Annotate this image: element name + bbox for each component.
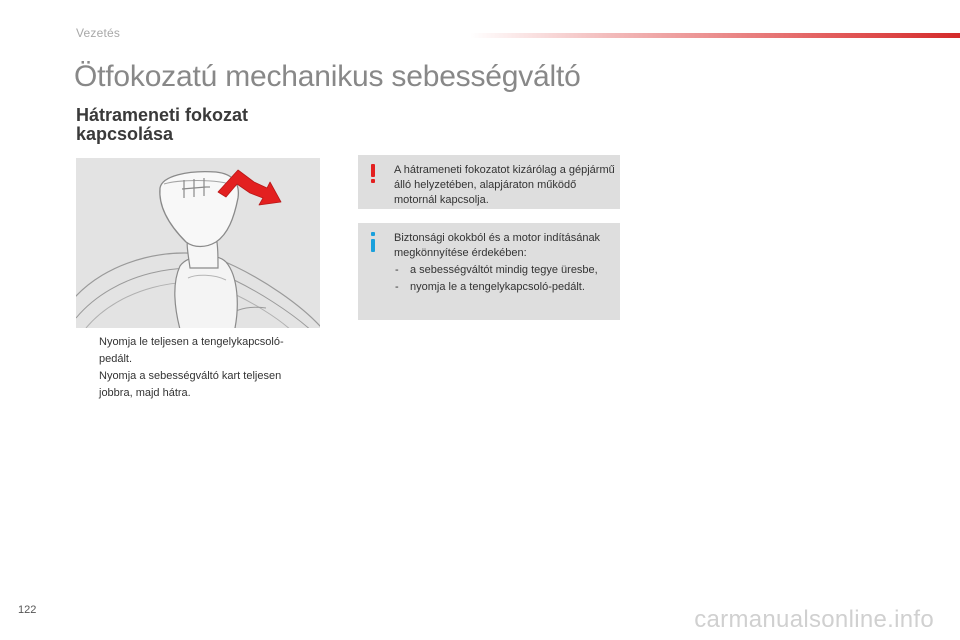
page-title: Ötfokozatú mechanikus sebességváltó: [74, 60, 581, 93]
step-item: [76, 334, 316, 368]
step-text: Nyomja le teljesen a tengelykapcsoló-pedált.: [99, 336, 284, 365]
step-item: [76, 368, 316, 402]
warning-exclamation-icon: [366, 163, 380, 185]
info-note: [358, 223, 620, 320]
step-text: Nyomja a sebességváltó kart teljesen jobbra, majd hátra.: [99, 370, 282, 399]
section-subtitle: Hátrameneti fokozat kapcsolása: [76, 105, 249, 144]
instruction-steps: [76, 334, 316, 402]
dash-bullet: -: [395, 281, 399, 293]
info-list-item: [394, 280, 616, 295]
info-intro: Biztonsági okokból és a motor indításának megkönnyítése érdekében:: [394, 232, 601, 259]
info-list-item: [394, 263, 616, 278]
info-icon: [366, 231, 380, 253]
header-accent-bar: [470, 33, 960, 38]
gear-lever-illustration: [76, 158, 320, 328]
dash-bullet: -: [395, 264, 399, 276]
info-item-text: a sebességváltót mindig tegye üresbe,: [410, 264, 598, 276]
info-list: [394, 263, 616, 295]
info-item-text: nyomja le a tengelykapcsoló-pedált.: [410, 281, 585, 293]
page-number: 122: [18, 604, 37, 616]
section-label: Vezetés: [76, 26, 121, 40]
warning-text: A hátrameneti fokozatot kizárólag a gépjármű álló helyzetében, alapjáraton működő motornál kapcsolja.: [394, 164, 615, 206]
gear-lever-reverse-icon: [76, 158, 320, 328]
watermark: carmanualsonline.info: [694, 606, 934, 633]
warning-note: [358, 155, 620, 209]
